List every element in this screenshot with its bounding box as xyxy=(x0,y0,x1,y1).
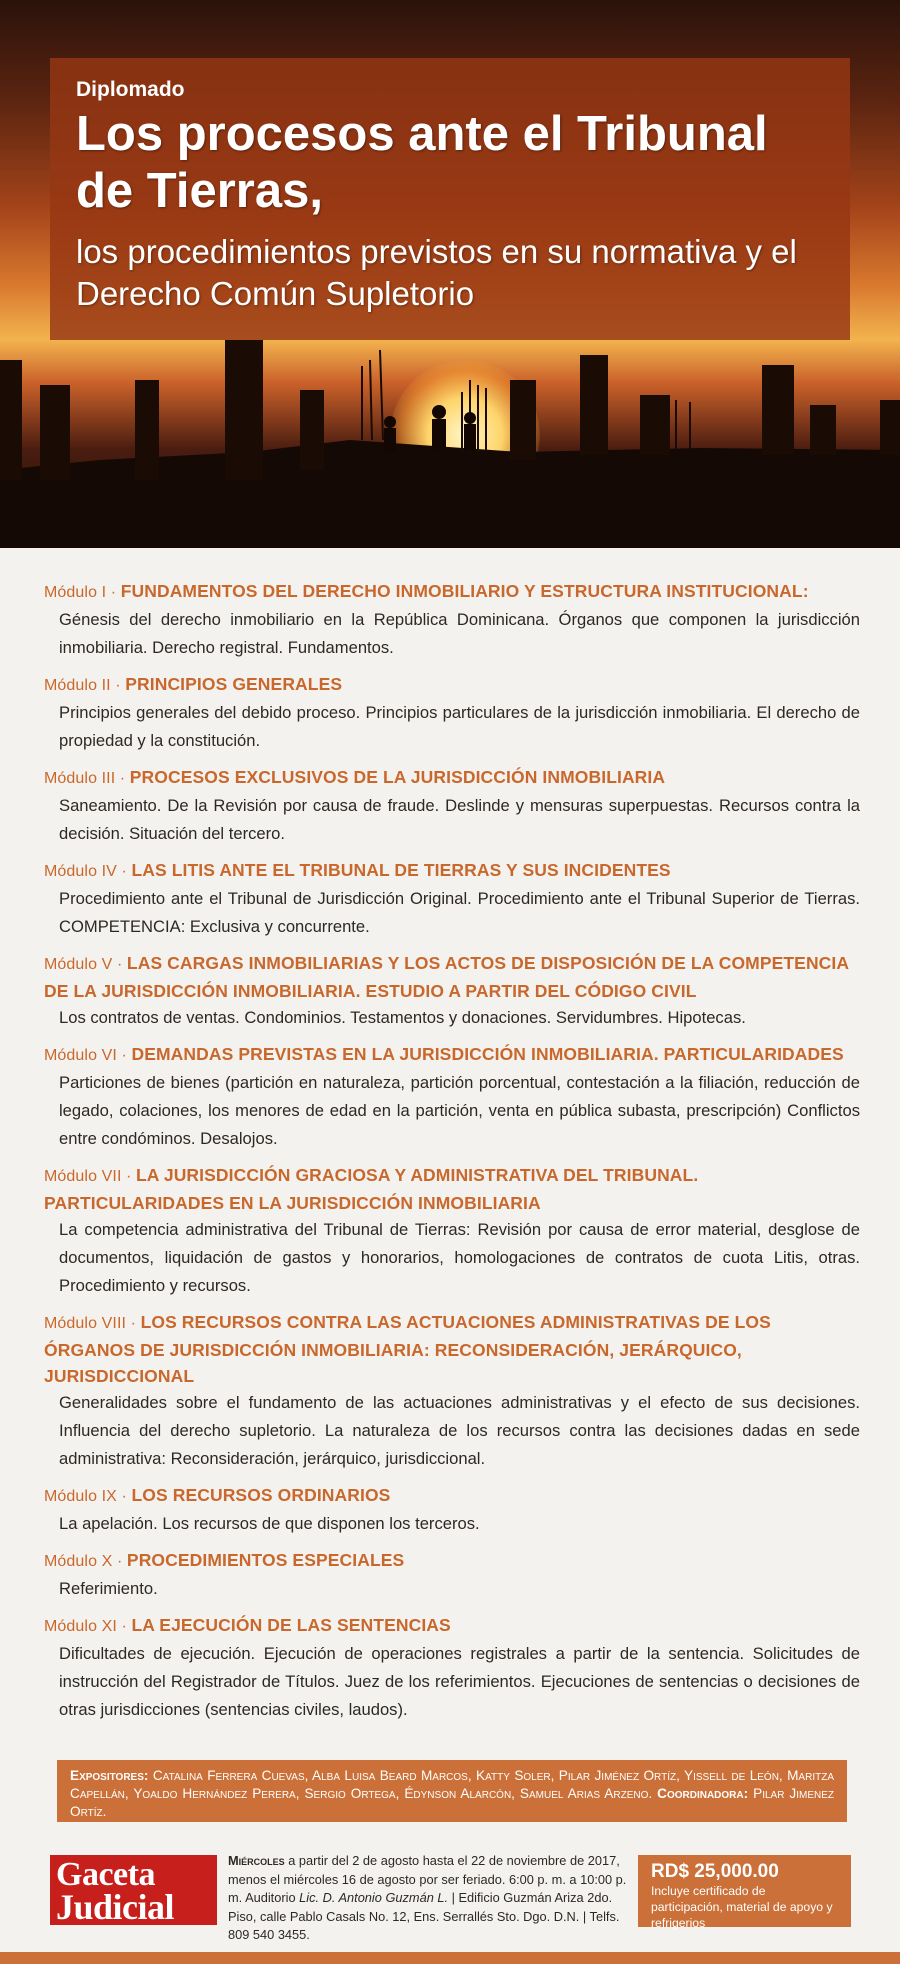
module-heading xyxy=(44,1309,860,1389)
module-item xyxy=(44,1482,860,1538)
module-heading xyxy=(44,1612,860,1640)
module-number: Módulo V · xyxy=(44,956,127,973)
module-number: Módulo XI · xyxy=(44,1618,132,1635)
module-item xyxy=(44,671,860,755)
module-title: LOS RECURSOS ORDINARIOS xyxy=(131,1485,391,1505)
module-description: Generalidades sobre el fundamento de las actuaciones administrativas y el efecto de sus decisiones. Influencia del derecho supletorio. La naturaleza de los recursos contra las decisiones dadas en sede administrativa: Reconsideración, jerárquico, jurisdiccional. xyxy=(59,1393,860,1468)
bottom-accent-bar xyxy=(0,1952,900,1964)
speakers-names: Catalina Ferrera Cuevas, Alba Luisa Beard Marcos, Katty Soler, Pilar Jiménez Ortíz, Yissell de León, Maritza Capellán, Yoaldo Hernández Perera, Sergio Ortega, Édynson Alarcón, Samuel Arias Arzeno. xyxy=(70,1768,834,1801)
module-item xyxy=(44,1547,860,1603)
hero-banner xyxy=(0,0,900,548)
module-number: Módulo X · xyxy=(44,1553,127,1570)
coordinator-label: Coordinadora: xyxy=(657,1786,749,1801)
schedule-dates: a partir del 2 de agosto hasta el 22 de noviembre de 2017, menos el miércoles 16 de agosto por ser feriado. 6:00 p. m. a 10:00 p. m. Auditorio xyxy=(228,1853,627,1905)
module-title: FUNDAMENTOS DEL DERECHO INMOBILIARIO Y ESTRUCTURA INSTITUCIONAL: xyxy=(120,581,809,601)
page-subtitle: los procedimientos previstos en su normativa y el Derecho Común Supletorio xyxy=(76,233,797,312)
coordinator-name: Pilar Jimenez Ortíz. xyxy=(70,1786,834,1819)
module-description: Procedimiento ante el Tribunal de Jurisdicción Original. Procedimiento ante el Tribunal Superior de Tierras. COMPETENCIA: Exclusiva y concurrente. xyxy=(59,889,860,936)
page-title: Los procesos ante el Tribunal de Tierras, xyxy=(76,107,768,218)
module-title: PROCESOS EXCLUSIVOS DE LA JURISDICCIÓN INMOBILIARIA xyxy=(129,767,666,787)
module-description: La apelación. Los recursos de que disponen los terceros. xyxy=(59,1514,480,1533)
module-number: Módulo III · xyxy=(44,770,130,787)
module-item xyxy=(44,1612,860,1724)
logo-line-1: Gaceta xyxy=(56,1856,155,1893)
speakers-label: Expositores: xyxy=(70,1768,149,1783)
module-description: Particiones de bienes (partición en naturaleza, partición porcentual, contestación a la filiación, reducción de legado, colaciones, los menores de edad en la partición, venta en pública subasta, prescripción) Conflictos entre condóminos. Desalojos. xyxy=(59,1073,860,1148)
module-title: LAS LITIS ANTE EL TRIBUNAL DE TIERRAS Y SUS INCIDENTES xyxy=(131,860,671,880)
module-title: LAS CARGAS INMOBILIARIAS Y LOS ACTOS DE DISPOSICIÓN DE LA COMPETENCIA DE LA JURISDICCIÓN INMOBILIARIA. ESTUDIO A PARTIR DEL CÓDIGO CIVIL xyxy=(44,953,849,1001)
schedule-info xyxy=(228,1852,628,1945)
module-heading xyxy=(44,1547,860,1575)
module-heading xyxy=(44,1162,860,1216)
module-description: Saneamiento. De la Revisión por causa de fraude. Deslinde y mensuras superpuestas. Recursos contra la decisión. Situación del tercero. xyxy=(59,796,860,843)
module-title: LOS RECURSOS CONTRA LAS ACTUACIONES ADMINISTRATIVAS DE LOS ÓRGANOS DE JURISDICCIÓN INMOBILIARIA: RECONSIDERACIÓN, JERÁRQUICO, JURISDICCIONAL xyxy=(44,1312,771,1386)
module-title: DEMANDAS PREVISTAS EN LA JURISDICCIÓN INMOBILIARIA. PARTICULARIDADES xyxy=(131,1044,844,1064)
venue-address: | Edificio Guzmán Ariza 2do. Piso, calle Pablo Casals No. 12, Ens. Serrallés Sto. Dgo. D.N. | Telfs. 809 540 3455. xyxy=(228,1890,620,1942)
price-includes: Incluye certificado de participación, material de apoyo y refrigerios xyxy=(651,1884,833,1930)
gaceta-judicial-logo xyxy=(50,1855,217,1925)
module-description: Principios generales del debido proceso. Principios particulares de la jurisdicción inmobiliaria. El derecho de propiedad y la constitución. xyxy=(59,703,860,750)
venue-name: Lic. D. Antonio Guzmán L. xyxy=(299,1890,449,1905)
schedule-day: Miércoles xyxy=(228,1853,285,1868)
module-number: Módulo II · xyxy=(44,677,126,694)
module-item xyxy=(44,764,860,848)
course-type: Diplomado xyxy=(76,78,185,101)
module-item xyxy=(44,1309,860,1473)
module-number: Módulo I · xyxy=(44,584,121,601)
module-title: PRINCIPIOS GENERALES xyxy=(125,674,343,694)
module-heading xyxy=(44,1482,860,1510)
speakers-box xyxy=(57,1760,847,1822)
module-item xyxy=(44,950,860,1032)
module-item xyxy=(44,578,860,662)
module-description: Génesis del derecho inmobiliario en la República Dominicana. Órganos que componen la jurisdicción inmobiliaria. Derecho registral. Fundamentos. xyxy=(59,610,860,657)
module-title: PROCEDIMIENTOS ESPECIALES xyxy=(126,1550,405,1570)
module-item xyxy=(44,1162,860,1300)
logo-line-2: Judicial xyxy=(56,1887,175,1927)
module-description: Los contratos de ventas. Condominios. Testamentos y donaciones. Servidumbres. Hipotecas. xyxy=(59,1008,746,1027)
module-item xyxy=(44,1041,860,1153)
module-heading xyxy=(44,578,860,606)
module-description: La competencia administrativa del Tribunal de Tierras: Revisión por causa de error material, desglose de documentos, liquidación de gastos y honorarios, homologaciones de contratos de cuota Litis, otras. Procedimiento y recursos. xyxy=(59,1220,860,1295)
module-title: LA JURISDICCIÓN GRACIOSA Y ADMINISTRATIVA DEL TRIBUNAL. PARTICULARIDADES EN LA JURISDICCIÓN INMOBILIARIA xyxy=(44,1165,699,1213)
module-number: Módulo IV · xyxy=(44,863,132,880)
module-number: Módulo VI · xyxy=(44,1047,132,1064)
module-heading xyxy=(44,1041,860,1069)
module-heading xyxy=(44,671,860,699)
module-number: Módulo VII · xyxy=(44,1168,137,1185)
module-title: LA EJECUCIÓN DE LAS SENTENCIAS xyxy=(131,1615,451,1635)
modules-list xyxy=(44,578,860,1733)
price-amount: RD$ 25,000.00 xyxy=(651,1861,779,1882)
module-item xyxy=(44,857,860,941)
module-number: Módulo VIII · xyxy=(44,1315,141,1332)
module-heading xyxy=(44,764,860,792)
module-number: Módulo IX · xyxy=(44,1488,132,1505)
module-heading xyxy=(44,857,860,885)
price-box xyxy=(638,1855,851,1930)
module-description: Referimiento. xyxy=(59,1579,158,1598)
module-description: Dificultades de ejecución. Ejecución de operaciones registrales a partir de la sentencia. Solicitudes de instrucción del Registrador de Títulos. Juez de los referimientos. Ejecuciones de sentencias o decisiones de otras jurisdicciones (sentencias civiles, laudos). xyxy=(59,1644,860,1719)
module-heading xyxy=(44,950,860,1004)
